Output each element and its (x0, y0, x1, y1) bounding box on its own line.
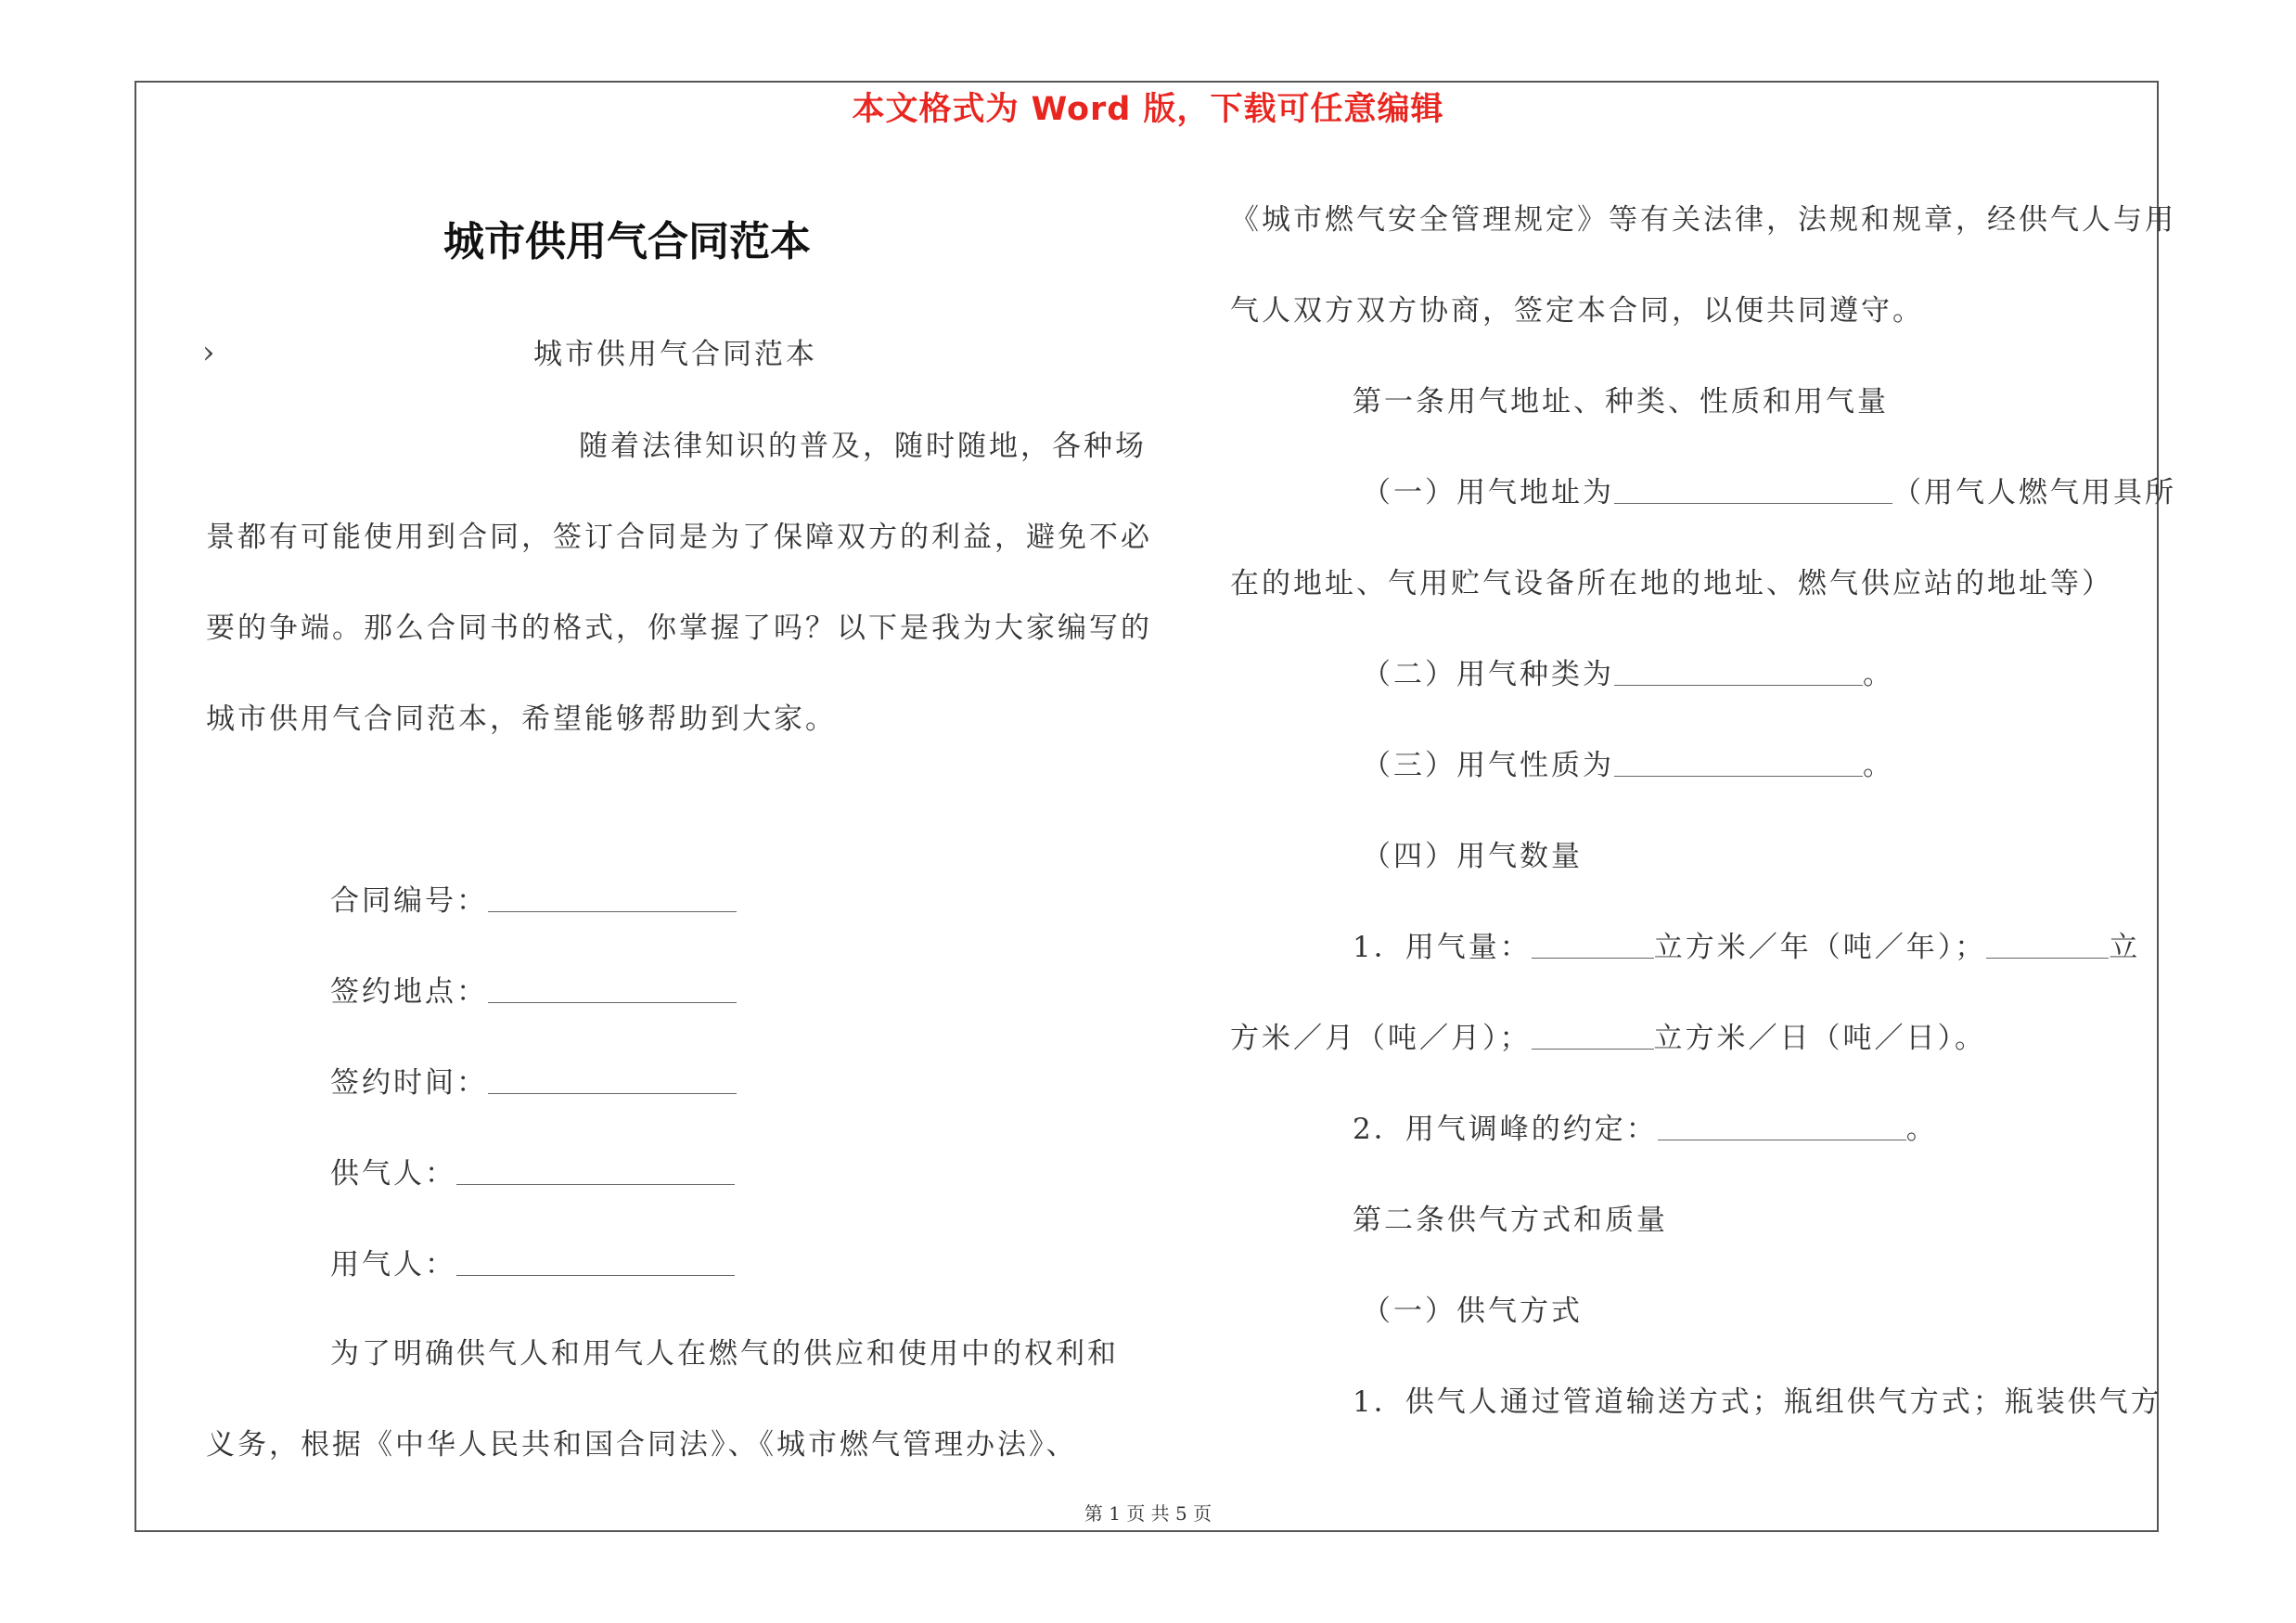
intro-line: 随着法律知识的普及，随时随地，各种场 (579, 430, 1147, 463)
clause-address: （一）用气地址为 （用气人燃气用具所 (1362, 476, 2176, 509)
field-label: 合同编号： (330, 884, 488, 918)
field-signing-time (330, 1059, 737, 1101)
body-line: 《城市燃气安全管理规定》等有关法律，法规和规章，经供气人与用 (1230, 203, 2176, 237)
field-signing-place (330, 968, 737, 1010)
blank-line (488, 978, 737, 1003)
blank-line (1614, 752, 1863, 777)
field-label: 供气人： (330, 1157, 456, 1191)
clause-gas-type: （二）用气种类为 。 (1362, 658, 1894, 691)
blank-line (488, 1069, 737, 1094)
field-label: 签约地点： (330, 975, 488, 1009)
blank-line (488, 887, 737, 912)
blank-line (456, 1251, 735, 1276)
clause-quantity: （四）用气数量 (1362, 840, 1583, 873)
blank-line (1614, 661, 1863, 686)
editable-banner: 本文格式为 Word 版，下载可任意编辑 (852, 91, 1444, 128)
blank-line (1532, 934, 1654, 959)
clause-gas-nature: （三）用气性质为 。 (1362, 749, 1894, 782)
field-consumer (330, 1241, 735, 1282)
blank-line (456, 1160, 735, 1185)
body-line: 在的地址、气用贮气设备所在地的地址、燃气供应站的地址等） (1230, 567, 2113, 600)
field-contract-number (330, 877, 737, 919)
blank-line (1658, 1115, 1906, 1140)
peak-line: 2．用气调峰的约定： 。 (1353, 1113, 1938, 1146)
chevron-right-icon[interactable]: › (202, 334, 215, 371)
field-label: 用气人： (330, 1248, 456, 1282)
field-supplier (330, 1150, 735, 1191)
article-heading: 第二条供气方式和质量 (1353, 1204, 1668, 1237)
quantity-line-cont: 方米／月（吨／月）； 立方米／日（吨／日）。 (1230, 1022, 1986, 1055)
intro-line: 城市供用气合同范本，希望能够帮助到大家。 (206, 702, 837, 736)
clause-supply-method: （一）供气方式 (1362, 1295, 1583, 1328)
blank-line (1986, 934, 2109, 959)
quantity-line: 1．用气量： 立方米／年（吨／年）； 立 (1353, 931, 2141, 964)
purpose-line: 为了明确供气人和用气人在燃气的供应和使用中的权利和 (330, 1337, 1119, 1371)
purpose-line: 义务，根据《中华人民共和国合同法》、《城市燃气管理办法》、 (206, 1428, 1078, 1462)
body-line: 1．供气人通过管道输送方式；瓶组供气方式；瓶装供气方 (1353, 1385, 2162, 1419)
intro-line: 要的争端。那么合同书的格式，你掌握了吗？以下是我为大家编写的 (206, 612, 1152, 645)
page-number: 第 1 页 共 5 页 (1084, 1502, 1212, 1525)
document-title: 城市供用气合同范本 (443, 218, 811, 265)
intro-line: 景都有可能使用到合同，签订合同是为了保障双方的利益，避免不必 (206, 521, 1152, 554)
blank-line (1532, 1024, 1654, 1050)
blank-line (1614, 479, 1892, 504)
article-heading: 第一条用气地址、种类、性质和用气量 (1353, 385, 1889, 419)
subtitle: 城市供用气合同范本 (533, 338, 817, 371)
field-label: 签约时间： (330, 1066, 488, 1100)
body-line: 气人双方双方协商，签定本合同，以便共同遵守。 (1230, 294, 1924, 328)
